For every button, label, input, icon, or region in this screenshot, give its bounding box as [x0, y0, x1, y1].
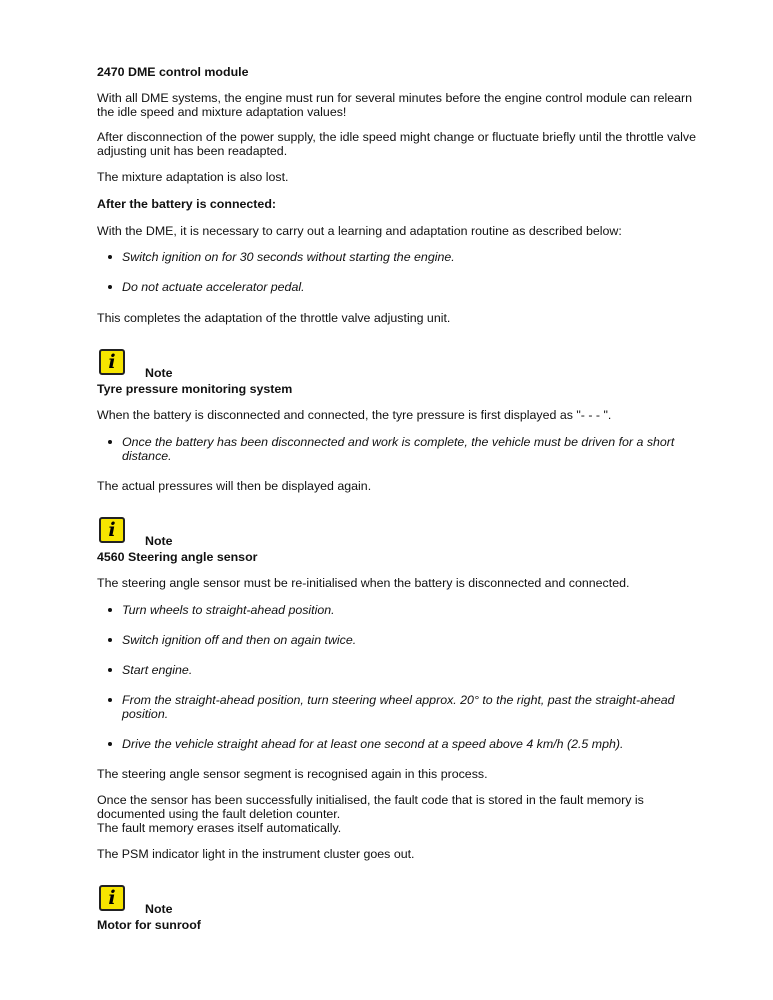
- list-item-text: Switch ignition off and then on again twice.: [122, 633, 357, 647]
- list-item-text: [122, 693, 682, 721]
- steering-paragraph-4: The PSM indicator light in the instrument cluster goes out.: [97, 847, 415, 861]
- bullet-icon: [108, 668, 112, 672]
- dme-paragraph-4: With the DME, it is necessary to carry out a learning and adaptation routine as described below:: [97, 224, 622, 238]
- section-title-sunroof: Motor for sunroof: [97, 918, 201, 932]
- text-line: distance.: [122, 449, 172, 463]
- bullet-icon: [108, 255, 112, 259]
- section-title-steering: 4560 Steering angle sensor: [97, 550, 258, 564]
- text-line: With all DME systems, the engine must run for several minutes before the engine control module can relearn: [97, 91, 693, 105]
- bullet-icon: [108, 638, 112, 642]
- note-label: Note: [145, 902, 173, 916]
- bullet-icon: [108, 698, 112, 702]
- list-item-text: Drive the vehicle straight ahead for at least one second at a speed above 4 km/h (2.5 mph).: [122, 737, 624, 751]
- list-item-text: Start engine.: [122, 663, 193, 677]
- bullet-icon: [108, 608, 112, 612]
- list-item-text: Switch ignition on for 30 seconds without starting the engine.: [122, 250, 455, 264]
- dme-paragraph-2: [97, 130, 697, 158]
- info-glyph: i: [108, 519, 116, 541]
- bullet-icon: [108, 742, 112, 746]
- tyre-paragraph-2: The actual pressures will then be displayed again.: [97, 479, 372, 493]
- info-glyph: i: [108, 351, 116, 373]
- note-label: Note: [145, 366, 173, 380]
- text-line: documented using the fault deletion counter.: [97, 807, 341, 821]
- text-line: position.: [122, 707, 169, 721]
- section-title-dme: 2470 DME control module: [97, 65, 249, 79]
- dme-subheading: After the battery is connected:: [97, 197, 277, 211]
- text-line: From the straight-ahead position, turn steering wheel approx. 20° to the right, past the straight-ahead: [122, 693, 675, 707]
- tyre-paragraph-1: When the battery is disconnected and connected, the tyre pressure is first displayed as "- - - ".: [97, 408, 612, 422]
- steering-paragraph-2: The steering angle sensor segment is recognised again in this process.: [97, 767, 488, 781]
- text-line: Once the battery has been disconnected and work is complete, the vehicle must be driven for a short: [122, 435, 675, 449]
- dme-paragraph-5: This completes the adaptation of the throttle valve adjusting unit.: [97, 311, 451, 325]
- bullet-icon: [108, 440, 112, 444]
- text-line: Once the sensor has been successfully initialised, the fault code that is stored in the fault memory is: [97, 793, 644, 807]
- steering-paragraph-1: The steering angle sensor must be re-initialised when the battery is disconnected and connected.: [97, 576, 630, 590]
- text-line: the idle speed and mixture adaptation values!: [97, 105, 347, 119]
- text-line: After disconnection of the power supply, the idle speed might change or fluctuate briefly until the throttle valve: [97, 130, 696, 144]
- list-item-text: Turn wheels to straight-ahead position.: [122, 603, 335, 617]
- list-item-text: Do not actuate accelerator pedal.: [122, 280, 305, 294]
- info-note-icon: [99, 517, 125, 543]
- dme-paragraph-3: The mixture adaptation is also lost.: [97, 170, 289, 184]
- info-glyph: i: [108, 887, 116, 909]
- info-note-icon: [99, 349, 125, 375]
- list-item-text: [122, 435, 682, 463]
- bullet-icon: [108, 285, 112, 289]
- text-line: adjusting unit has been readapted.: [97, 144, 288, 158]
- dme-paragraph-1: [97, 91, 697, 119]
- note-label: Note: [145, 534, 173, 548]
- steering-paragraph-3: [97, 793, 697, 835]
- section-title-tyre: Tyre pressure monitoring system: [97, 382, 293, 396]
- text-line: The fault memory erases itself automatically.: [97, 821, 342, 835]
- info-note-icon: [99, 885, 125, 911]
